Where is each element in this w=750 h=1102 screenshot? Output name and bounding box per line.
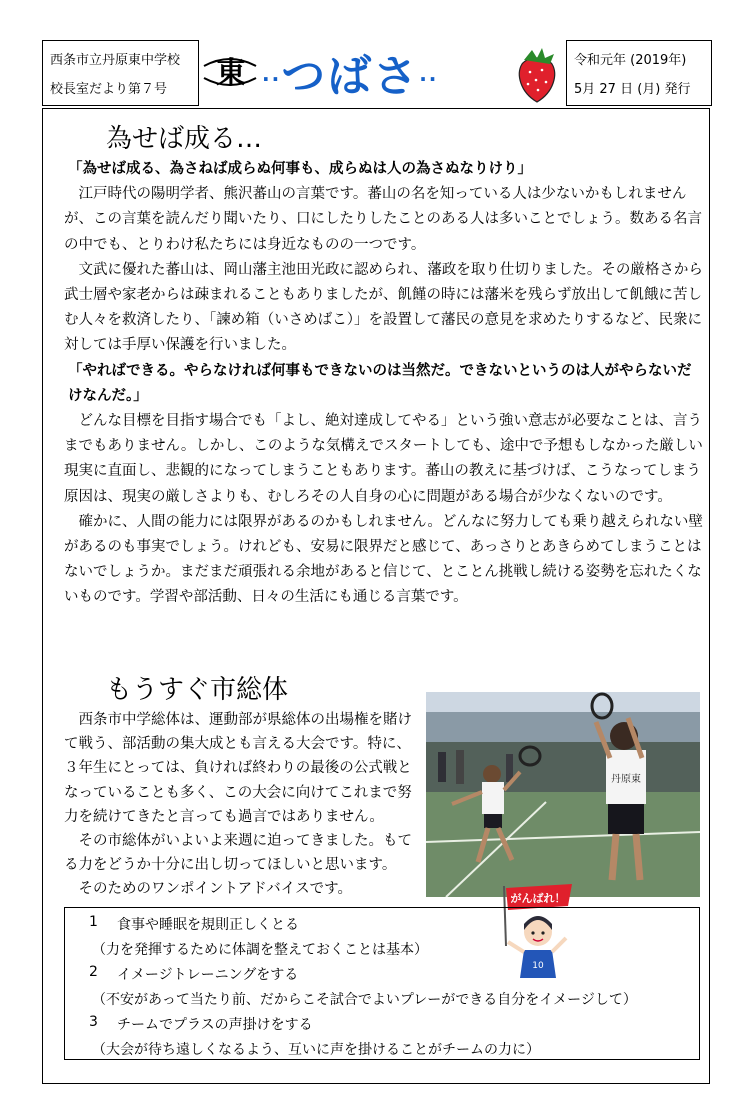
issue-date: 5月 27 日 (月) 発行	[574, 82, 691, 97]
section2-body	[64, 708, 420, 902]
advice-item-3-num: 3	[89, 1014, 98, 1030]
paragraph-1: 江戸時代の陽明学者、熊沢蕃山の言葉です。蕃山の名を知っている人は少ないかもしれませんが、この言葉を読んだり聞いたり、口にしたりしたことのある人は多いことでしょう。数ある名言の中でも、とりわけ私たちには身近なものの一つです。	[64, 186, 702, 253]
advice-item-3-note: （大会が待ち遠しくなるよう、互いに声を掛けることがチームの力に）	[92, 1042, 540, 1058]
strawberry-icon	[512, 44, 562, 104]
advice-item-1-title: 食事や睡眠を規則正しくとる	[117, 917, 299, 933]
svg-text:10: 10	[532, 961, 544, 971]
title-main-text: つばさ	[281, 51, 420, 102]
section2-heading: もうすぐ市総体	[106, 675, 289, 705]
advice-item-2-note: （不安があって当たり前、だからこそ試合でよいプレーができる自分をイメージして）	[92, 992, 637, 1008]
advice-item-1-note: （力を発揮するために体調を整えておくことは基本）	[92, 942, 428, 958]
paragraph-3: どんな目標を目指す場合でも「よし、絶対達成してやる」という強い意志が必要なことは、言うまでもありません。しかし、このような気構えでスタートしても、途中で予想もしなかった厳しい現実に直面し、悲観的になってしまうこともあります。蕃山の教えに基づけば、こうなってしまう原因は、現実の厳しさよりも、むしろその人自身の心に問題がある場合が少なくないのです。	[64, 413, 703, 505]
era-year: 令和元年 (2019年)	[574, 53, 687, 68]
flag-text: がんばれ！	[510, 892, 566, 905]
newsletter-title: ··つばさ··	[262, 51, 439, 102]
quote-2: 「やればできる。やらなければ何事もできないのは当然だ。できないというのは人がやらないだけなんだ。」	[68, 362, 692, 404]
paragraph-4: 確かに、人間の能力には限界があるのかもしれません。どんなに努力しても乗り越えられない壁があるのも事実でしょう。けれども、安易に限界だと感じて、あっさりとあきらめてしまうことはないでしょうか。まだまだ頑張れる余地があると信じて、とことん挑戦し続ける姿勢を忘れたくないものです。学習や部活動、日々の生活にも通じる言葉です。	[64, 513, 703, 606]
s2-paragraph-1: 西条市中学総体は、運動部が県総体の出場権を賭けて戦う、部活動の集大成とも言える大会です。特に、３年生にとっては、負ければ終わりの最後の公式戦となっていることも多く、この大会に向けてこれまで努力を続けてきたと言っても過言ではありません。	[64, 712, 412, 825]
advice-item-3-title: チームでプラスの声掛けをする	[117, 1017, 313, 1033]
tennis-photo	[426, 692, 700, 897]
advice-item-2-num: 2	[89, 964, 98, 980]
quote-1: 「為せば成る、為さねば成らぬ何事も、成らぬは人の為さぬなりけり」	[68, 161, 532, 177]
section1-heading: 為せば成る…	[106, 124, 263, 154]
school-name: 西条市立丹原東中学校	[50, 53, 181, 68]
advice-item-2-title: イメージトレーニングをする	[117, 967, 299, 983]
jersey-text: 丹原東	[611, 774, 641, 785]
s2-paragraph-3: そのためのワンポイントアドバイスです。	[78, 881, 352, 898]
advice-item-1-num: 1	[89, 914, 98, 930]
title-east-char: 東	[216, 56, 246, 91]
newsletter-number: 校長室だより第７号	[50, 82, 168, 97]
s2-paragraph-2: その市総体がいよいよ来週に迫ってきました。もてる力をどうか十分に出し切ってほしいと思います。	[64, 833, 412, 874]
paragraph-2: 文武に優れた蕃山は、岡山藩主池田光政に認められ、藩政を取り仕切りました。その厳格さから武士層や家老からは疎まれることもありましたが、飢饉の時には藩米を残らず放出して飢餓に苦しむ人々を救済したり、「諫め箱（いさめばこ）」を設置して藩民の意見を求めたりするなど、民衆に対しては手厚い保護を行いました。	[64, 261, 703, 354]
section1-body	[64, 157, 704, 611]
